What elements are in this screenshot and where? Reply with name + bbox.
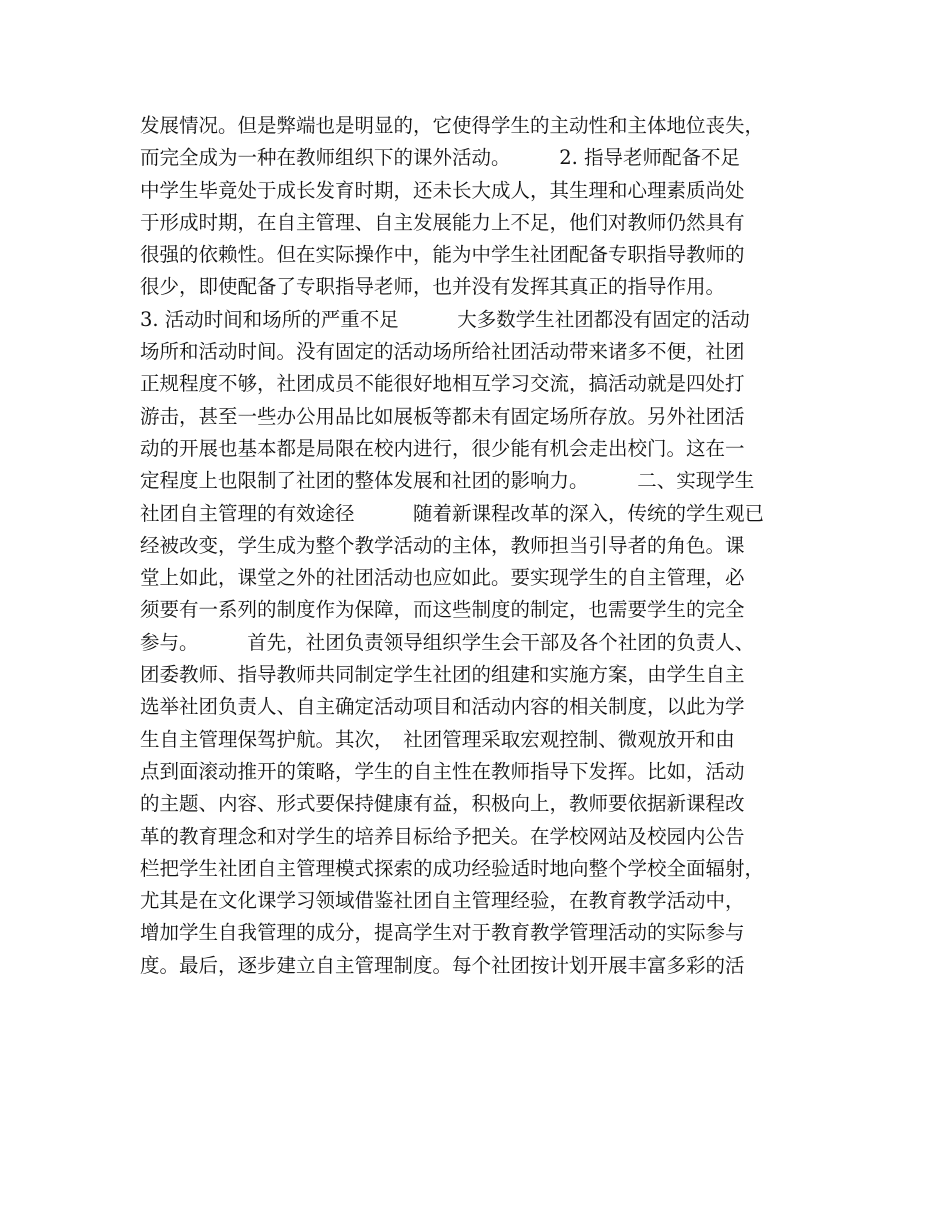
text-line: 中学生毕竟处于成长发育时期，还未长大成人，其生理和心理素质尚处 bbox=[140, 178, 745, 202]
text-line: 定程度上也限制了社团的整体发展和社团的影响力。 二、实现学生 bbox=[140, 469, 755, 493]
text-line: 团委教师、指导教师共同制定学生社团的组建和实施方案，由学生自主 bbox=[140, 663, 745, 687]
text-line: 动的开展也基本都是局限在校内进行，很少能有机会走出校门。这在一 bbox=[140, 436, 745, 460]
text-line: 游击，甚至一些办公用品比如展板等都未有固定场所存放。另外社团活 bbox=[140, 404, 745, 428]
text-line: 生自主管理保驾护航。其次， 社团管理采取宏观控制、微观放开和由 bbox=[140, 727, 735, 751]
text-line: 尤其是在文化课学习领域借鉴社团自主管理经验，在教育教学活动中， bbox=[140, 889, 745, 913]
text-line: 度。最后，逐步建立自主管理制度。每个社团按计划开展丰富多彩的活 bbox=[140, 953, 745, 977]
text-line: 很强的依赖性。但在实际操作中，能为中学生社团配备专职指导教师的 bbox=[140, 243, 745, 267]
text-line: 革的教育理念和对学生的培养目标给予把关。在学校网站及校园内公告 bbox=[140, 824, 745, 848]
text-line: 点到面滚动推开的策略，学生的自主性在教师指导下发挥。比如，活动 bbox=[140, 759, 745, 783]
text-line: 社团自主管理的有效途径 随着新课程改革的深入，传统的学生观已 bbox=[140, 501, 765, 525]
text-line: 正规程度不够，社团成员不能很好地相互学习交流，搞活动就是四处打 bbox=[140, 372, 745, 396]
text-line: 增加学生自我管理的成分，提高学生对于教育教学管理活动的实际参与 bbox=[140, 921, 745, 945]
text-line: 栏把学生社团自主管理模式探索的成功经验适时地向整个学校全面辐射， bbox=[140, 856, 765, 880]
text-line: 选举社团负责人、自主确定活动项目和活动内容的相关制度，以此为学 bbox=[140, 695, 745, 719]
body-text bbox=[140, 110, 820, 982]
text-line: 堂上如此，课堂之外的社团活动也应如此。要实现学生的自主管理，必 bbox=[140, 566, 745, 590]
text-line: 于形成时期，在自主管理、自主发展能力上不足，他们对教师仍然具有 bbox=[140, 210, 745, 234]
text-line: 很少，即使配备了专职指导老师，也并没有发挥其真正的指导作用。 bbox=[140, 275, 726, 299]
text-line: 发展情况。但是弊端也是明显的，它使得学生的主动性和主体地位丧失， bbox=[140, 114, 765, 137]
text-line: 经被改变，学生成为整个教学活动的主体，教师担当引导者的角色。课 bbox=[140, 533, 745, 557]
text-line: 的主题、内容、形式要保持健康有益，积极向上，教师要依据新课程改 bbox=[140, 792, 745, 816]
text-line: 场所和活动时间。没有固定的活动场所给社团活动带来诸多不便，社团 bbox=[140, 340, 745, 364]
text-line: 参与。 首先，社团负责领导组织学生会干部及各个社团的负责人、 bbox=[140, 630, 755, 654]
text-line: 须要有一系列的制度作为保障，而这些制度的制定，也需要学生的完全 bbox=[140, 598, 745, 622]
text-line: 3. 活动时间和场所的严重不足 大多数学生社团都没有固定的活动 bbox=[140, 307, 750, 331]
text-line: 而完全成为一种在教师组织下的课外活动。 2. 指导老师配备不足 bbox=[140, 146, 741, 170]
